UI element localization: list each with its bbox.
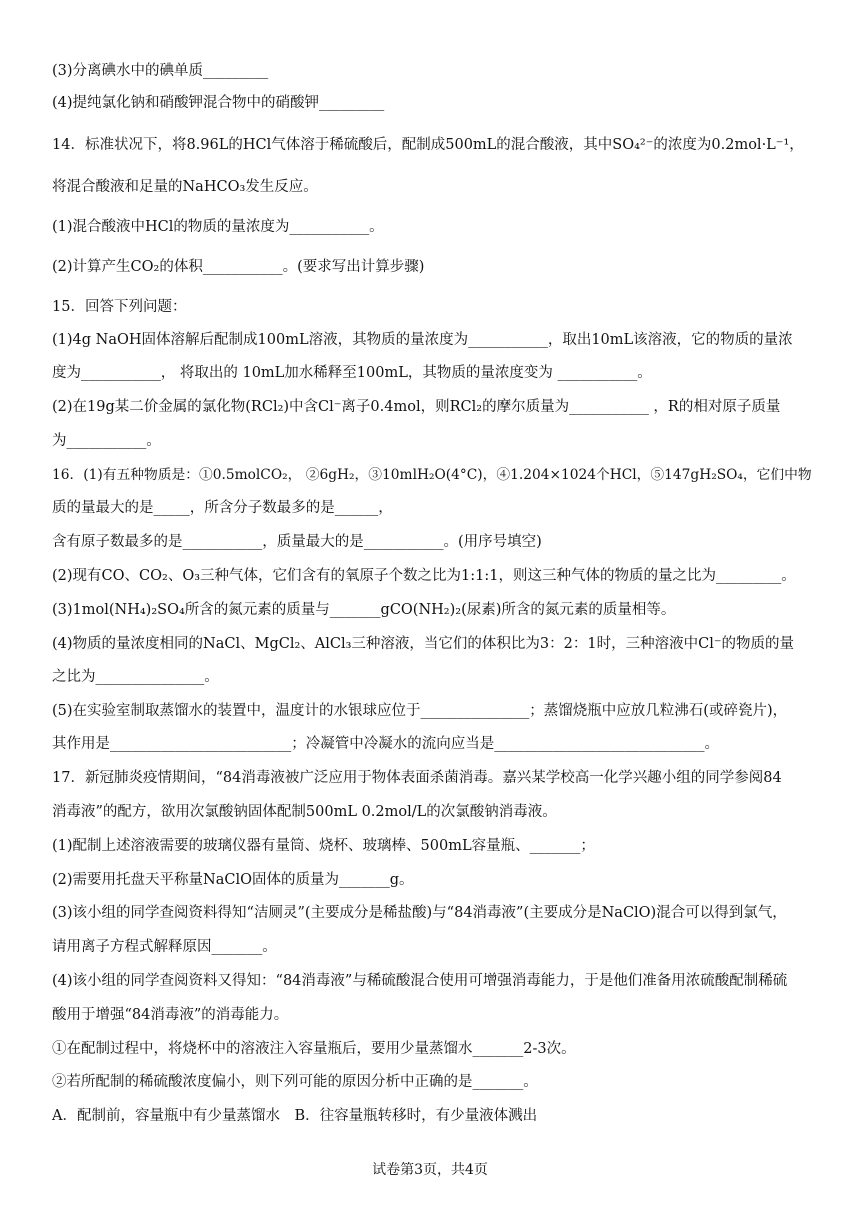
text-line: (1)混合酸液中HCl的物质的量浓度为___________。 [52,219,384,235]
text-line: (4)该小组的同学查阅资料又得知：“84消毒液”与稀硫酸混合使用可增强消毒能力，于是他们准备用浓硫酸配制稀硫 [52,973,788,989]
text-line: 度为___________， 将取出的 10mL加水稀释至100mL，其物质的量浓度变为 ___________。 [52,365,652,381]
text-line: (4)物质的量浓度相同的NaCl、MgCl₂、AlCl₃三种溶液，当它们的体积比为3：2：1时，三种溶液中Cl⁻的物质的量 [52,636,794,652]
text-line: (4)提纯氯化钠和硝酸钾混合物中的硝酸钾_________ [52,95,385,111]
text-line: 将混合酸液和足量的NaHCO₃发生反应。 [52,179,318,195]
text-line: (2)计算产生CO₂的体积___________。(要求写出计算步骤) [52,259,425,275]
text-line: (2)现有CO、CO₂、O₃三种气体，它们含有的氧原子个数之比为1:1:1，则这三种气体的物质的量之比为_________。 [52,568,796,584]
text-line: ①在配制过程中，将烧杯中的溶液注入容量瓶后，要用少量蒸馏水_______2-3次。 [52,1041,576,1057]
question-17: 17．新冠肺炎疫情期间，“84消毒液被广泛应用于物体表面杀菌消毒。嘉兴某学校高一化学兴趣小组的同学参阅84 [52,770,782,786]
text-line: (5)在实验室制取蒸馏水的装置中，温度计的水银球应位于_______________；蒸馏烧瓶中应放几粒沸石(或碎瓷片)， [52,703,788,719]
text-line: (2)在19g某二价金属的氯化物(RCl₂)中含Cl⁻离子0.4mol，则RCl₂的摩尔质量为___________ ，R的相对原子质量 [52,399,781,415]
text-line: (1)配制上述溶液需要的玻璃仪器有量筒、烧杯、玻璃棒、500mL容量瓶、_______； [52,838,595,854]
text-line: 之比为_______________。 [52,669,219,685]
text-line: ②若所配制的稀硫酸浓度偏小，则下列可能的原因分析中正确的是_______。 [52,1074,538,1090]
text-line: 消毒液”的配方，欲用次氯酸钠固体配制500mL 0.2mol/L的次氯酸钠消毒液。 [52,804,557,820]
page-footer: 试卷第3页，共4页 [372,1162,488,1178]
question-14: 14．标准状况下，将8.96L的HCl气体溶于稀硫酸后，配制成500mL的混合酸液，其中SO₄²⁻的浓度为0.2mol·L⁻¹， [52,137,804,153]
text-line: 为___________。 [52,433,161,449]
text-line: 其作用是_________________________；冷凝管中冷凝水的流向应当是_____________________________。 [52,736,719,752]
text-line: (2)需要用托盘天平称量NaClO固体的质量为_______g。 [52,872,414,888]
text-line: 请用离子方程式解释原因_______。 [52,939,277,955]
text-line: (3)1mol(NH₄)₂SO₄所含的氮元素的质量与_______gCO(NH₂)₂(尿素)所含的氮元素的质量相等。 [52,602,676,618]
text-line: 含有原子数最多的是___________，质量最大的是___________。(用序号填空) [52,534,542,550]
question-16: 16．(1)有五种物质是：①0.5molCO₂， ②6gH₂，③10mlH₂O(4°C)，④1.204×1024个HCl，⑤147gH₂SO₄，它们中物 [52,467,812,483]
answer-options: A．配制前，容量瓶中有少量蒸馏水 B．往容量瓶转移时，有少量液体溅出 [52,1108,538,1124]
text-line: 酸用于增强“84消毒液”的消毒能力。 [52,1007,289,1023]
text-line: (3)该小组的同学查阅资料得知“洁厕灵”(主要成分是稀盐酸)与“84消毒液”(主要成分是NaClO)混合可以得到氯气， [52,905,787,921]
question-15: 15．回答下列问题： [52,299,187,315]
text-line: (3)分离碘水中的碘单质_________ [52,63,269,79]
text-line: (1)4g NaOH固体溶解后配制成100mL溶液，其物质的量浓度为___________，取出10mL该溶液，它的物质的量浓 [52,332,793,348]
text-line: 质的量最大的是_____，所含分子数最多的是______， [52,500,393,516]
